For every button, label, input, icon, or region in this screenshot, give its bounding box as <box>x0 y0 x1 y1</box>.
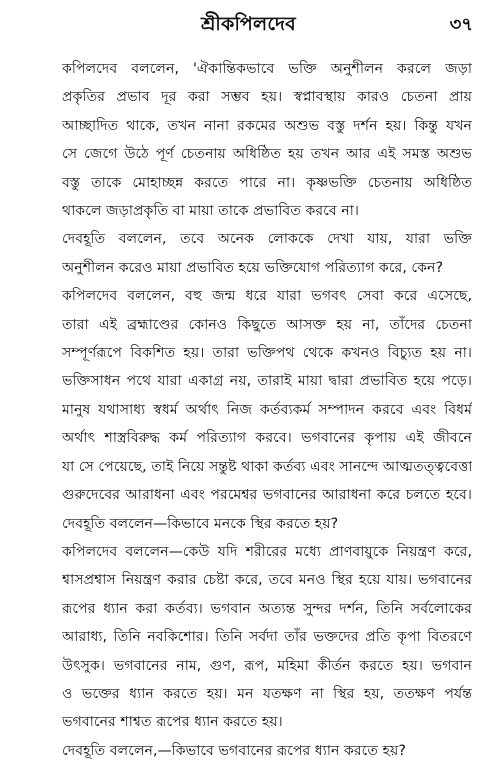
text-line: রূপের ধ্যান করা কর্তব্য। ভগবান অত্যন্ত সুন্দর দর্শন, তিনি সর্বলোকের <box>62 600 472 617</box>
text-line: কপিলদেব বললেন—কেউ যদি শরীরের মধ্যে প্রাণবায়ুকে নিয়ন্ত্রণ করে, <box>62 543 472 560</box>
text-line: ভক্তিসাধন পথে যারা একাগ্র নয়, তারাই মায়া দ্বারা প্রভাবিত হয়ে পড়ে। <box>62 373 472 390</box>
text-line: প্রকৃতির প্রভাব দূর করা সম্ভব হয়। স্বপ্নাবস্থায় কারও চেতনা প্রায় <box>62 89 472 106</box>
body-text <box>62 55 472 765</box>
text-line: থাকলে জড়াপ্রকৃতি বা মায়া তাকে প্রভাবিত করবে না। <box>62 203 359 220</box>
text-line: গুরুদেবের আরাধনা এবং পরমেশ্বর ভগবানের আরাধনা করে চলতে হবে। <box>62 487 472 504</box>
page-number: ৩৭ <box>449 14 473 35</box>
text-line: ও ভক্তের ধ্যান করতে হয়। মন যতক্ষণ না স্থির হয়, ততক্ষণ পর্যন্ত <box>62 685 472 702</box>
text-line: যা সে পেয়েছে, তাই নিয়ে সন্তুষ্ট থাকা কর্তব্য এবং সানন্দে আত্মতত্ত্ববেত্তা <box>62 458 472 475</box>
page-header <box>0 10 497 40</box>
text-line: অর্থাৎ শাস্ত্রবিরুদ্ধ কর্ম পরিত্যাগ করবে। ভগবানের কৃপায় এই জীবনে <box>62 430 472 447</box>
text-line: ভগবানের শাশ্বত রূপের ধ্যান করতে হয়। <box>62 714 283 731</box>
text-line: দেবহূতি বললেন—কিভাবে মনকে স্থির করতে হয়? <box>62 515 339 532</box>
text-line: বস্তু তাকে মোহাচ্ছন্ন করতে পারে না। কৃষ্ণভক্তি চেতনায় অধিষ্ঠিত <box>62 174 472 191</box>
text-line: দেবহূতি বললেন,—কিভাবে ভগবানের রূপের ধ্যান করতে হয়? <box>62 742 406 759</box>
text-line: অনুশীলন করেও মায়া প্রভাবিত হয়ে ভক্তিযোগ পরিত্যাগ করে, কেন? <box>62 259 444 276</box>
text-line: উৎসুক। ভগবানের নাম, গুণ, রূপ, মহিমা কীর্তন করতে হয়। ভগবান <box>62 657 472 674</box>
text-line: সে জেগে উঠে পূর্ণ চেতনায় অধিষ্ঠিত হয় তখন আর এই সমস্ত অশুভ <box>62 146 472 163</box>
text-line: আরাধ্য, তিনি নবকিশোর। তিনি সর্বদা তাঁর ভক্তদের প্রতি কৃপা বিতরণে <box>62 629 472 646</box>
text-line: আচ্ছাদিত থাকে, তখন নানা রকমের অশুভ বস্তু দর্শন হয়। কিন্তু যখন <box>62 117 472 134</box>
text-line: মানুষ যথাসাধ্য স্বধর্ম অর্থাৎ নিজ কর্তব্যকর্ম সম্পাদন করবে এবং বিধর্ম <box>62 401 472 418</box>
text-line: তারা এই ব্রহ্মাণ্ডের কোনও কিছুতে আসক্ত হয় না, তাঁদের চেতনা <box>62 316 472 333</box>
running-title: শ্রীকপিলদেব <box>201 13 296 35</box>
text-line: কপিলদেব বললেন, বহু জন্ম ধরে যারা ভগবৎ সেবা করে এসেছে, <box>62 288 472 305</box>
text-line: কপিলদেব বললেন, 'ঐকান্তিকভাবে ভক্তি অনুশীলন করলে জড়া <box>62 61 472 77</box>
text-line: দেবহূতি বললেন, তবে অনেক লোককে দেখা যায়, যারা ভক্তি <box>62 231 472 248</box>
text-line: সম্পূর্ণরূপে বিকশিত হয়। তারা ভক্তিপথ থেকে কখনও বিচ্যুত হয় না। <box>62 345 472 362</box>
text-line: শ্বাসপ্রশ্বাস নিয়ন্ত্রণ করার চেষ্টা করে, তবে মনও স্থির হয়ে যায়। ভগবানের <box>62 572 472 589</box>
